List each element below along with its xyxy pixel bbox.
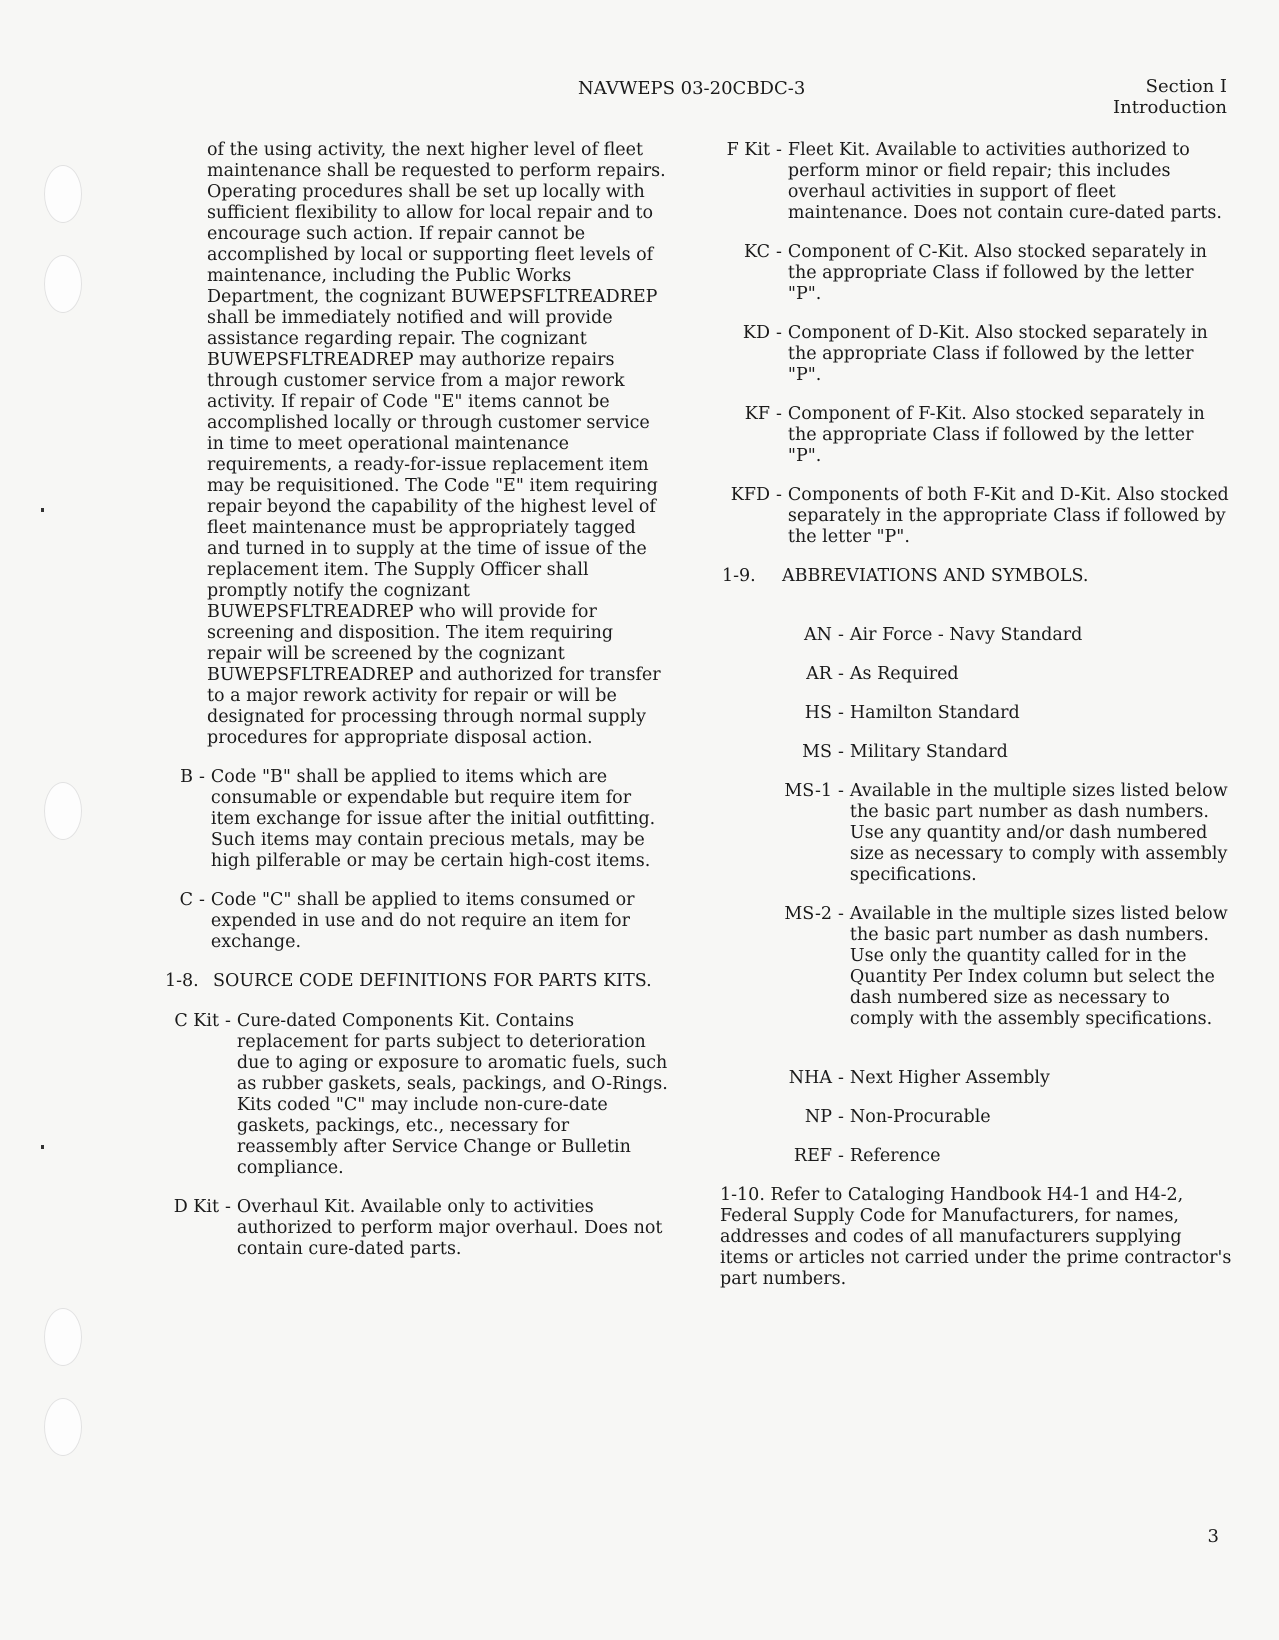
scan-mark [41,1145,44,1149]
abbreviation: REF [793,1146,832,1166]
section-heading-1-9 [722,566,1232,587]
abbreviation-entry [784,1107,1232,1128]
right-column [722,140,1232,1290]
kit-text: Component of D-Kit. Also stocked separately in the appropriate Class if followed by the letter "P". [787,323,1208,385]
abbreviation-list [722,625,1232,1167]
abbreviation: MS [802,742,832,762]
abbreviation-meaning: Next Higher Assembly [849,1068,1050,1088]
kit-code: KC [744,242,770,262]
section-label: Section I [1145,76,1227,97]
abbreviation: NHA [788,1068,832,1088]
kit-definition [165,1197,670,1260]
abbreviation: MS-1 [784,781,832,801]
kit-text: Fleet Kit. Available to activities authorized to perform minor or field repair; this includes overhaul activities in support of fleet maintenance. Does not contain cure-dated parts. [787,140,1222,223]
section-heading-text: ABBREVIATIONS AND SYMBOLS. [782,566,1089,586]
section-title: Introduction [1113,97,1227,118]
abbreviation-meaning: Non-Procurable [849,1107,991,1127]
kit-code: KF [744,404,770,424]
code-label: B [180,767,193,787]
section-header [1113,76,1227,118]
abbreviation-entry [784,1068,1232,1089]
code-label: C [179,890,193,910]
kit-text: Component of C-Kit. Also stocked separately in the appropriate Class if followed by the letter "P". [787,242,1207,304]
dash: - [838,664,844,684]
kit-definition [722,404,1232,467]
abbreviation-entry [784,703,1232,724]
section-number: 1-9. [722,566,756,586]
code-definition [165,890,670,953]
code-text: Code "B" shall be applied to items which are consumable or expendable but require item for item exchange for issue after the initial outfitting. Such items may contain precious metals, may be high pilferable or may be certain high-cost items. [210,767,656,871]
document-number: NAVWEPS 03-20CBDC-3 [578,78,806,99]
abbreviation-entry [784,781,1232,886]
dash: - [199,767,205,787]
dash: - [838,703,844,723]
dash: - [838,742,844,762]
kit-definition [722,323,1232,386]
dash: - [776,485,782,505]
abbreviation-meaning: Available in the multiple sizes listed below the basic part number as dash numbers. Use any quantity and/or dash numbered size as necessary to comply with assembly specifications. [849,781,1228,885]
page-number: 3 [1207,1526,1219,1547]
abbreviation-entry [784,1146,1232,1167]
abbreviation-entry [784,664,1232,685]
dash: - [838,1068,844,1088]
section-heading-text: SOURCE CODE DEFINITIONS FOR PARTS KITS. [213,971,652,991]
kit-text: Overhaul Kit. Available only to activities authorized to perform major overhaul. Does not contain cure-dated parts. [236,1197,663,1259]
kit-text: Cure-dated Components Kit. Contains replacement for parts subject to deterioration due to aging or exposure to aromatic fuels, such as rubber gaskets, seals, packings, and O-Rings. Kits coded "C" may include non-cure-date gaskets, packings, etc., necessary for reassembly after Service Change or Bulletin compliance. [236,1011,668,1178]
abbreviation-meaning: Available in the multiple sizes listed below the basic part number as dash numbers. Use only the quantity called for in the Quantity Per Index column but select the dash numbered size as necessary to comply with the assembly specifications. [849,904,1228,1029]
dash: - [838,625,844,645]
kit-code: KFD [730,485,770,505]
paragraph-1-10 [720,1185,1232,1290]
section-heading-1-8 [165,971,670,992]
abbreviation-entry [784,904,1232,1030]
dash: - [776,404,782,424]
kit-code: KD [742,323,770,343]
abbreviation: NP [804,1107,832,1127]
abbreviation: AN [804,625,832,645]
abbreviation-meaning: Military Standard [849,742,1008,762]
binder-hole [44,782,82,840]
section-number: 1-10. [720,1185,765,1205]
abbreviation: HS [804,703,832,723]
kit-text: Components of both F-Kit and D-Kit. Also stocked separately in the appropriate Class if followed by the letter "P". [787,485,1229,547]
binder-hole [44,165,82,223]
dash: - [199,890,205,910]
dash: - [776,323,782,343]
kit-definition [722,485,1232,548]
dash: - [776,242,782,262]
abbreviation: MS-2 [784,904,832,924]
kit-code: F Kit [726,140,770,160]
kit-text: Component of F-Kit. Also stocked separately in the appropriate Class if followed by the letter "P". [787,404,1205,466]
kit-definition [722,140,1232,224]
binder-hole [44,255,82,313]
abbreviation-entry [784,742,1232,763]
abbreviation-meaning: Hamilton Standard [849,703,1020,723]
dash: - [776,140,782,160]
paragraph-text: Refer to Cataloging Handbook H4-1 and H4-2, Federal Supply Code for Manufacturers, for names, addresses and codes of all manufacturers supplying items or articles not carried under the prime contractor's part numbers. [720,1185,1232,1289]
kit-code: C Kit [174,1011,219,1031]
dash: - [225,1011,231,1031]
kit-definition [722,242,1232,305]
dash: - [838,904,844,924]
dash: - [225,1197,231,1217]
dash: - [838,1107,844,1127]
abbreviation-meaning: Air Force - Navy Standard [849,625,1083,645]
binder-hole [44,1308,82,1366]
dash: - [838,1146,844,1166]
abbreviation-entry [784,625,1232,646]
kit-code: D Kit [173,1197,219,1217]
scan-mark [41,508,44,512]
abbreviation: AR [806,664,832,684]
kit-definition [165,1011,670,1179]
abbreviation-meaning: As Required [849,664,959,684]
section-number: 1-8. [165,971,199,991]
code-definition [165,767,670,872]
abbreviation-meaning: Reference [849,1146,941,1166]
code-text: Code "C" shall be applied to items consumed or expended in use and do not require an item for exchange. [210,890,635,952]
binder-hole [44,1398,82,1456]
intro-paragraph: of the using activity, the next higher level of fleet maintenance shall be requested to perform repairs. Operating procedures shall be set up locally with sufficient flexibility to allow for local repair and to encourage such action. If repair cannot be accomplished by local or supporting fleet levels of maintenance, including the Public Works Department, the cognizant BUWEPSFLTREADREP shall be immediately notified and will provide assistance regarding repair. The cognizant BUWEPSFLTREADREP may authorize repairs through customer service from a major rework activity. If repair of Code "E" items cannot be accomplished locally or through customer service in time to meet operational maintenance requirements, a ready-for-issue replacement item may be requisitioned. The Code "E" item requiring repair beyond the capability of the highest level of fleet maintenance must be appropriately tagged and turned in to supply at the time of issue of the replacement item. The Supply Officer shall promptly notify the cognizant BUWEPSFLTREADREP who will provide for screening and disposition. The item requiring repair will be screened by the cognizant BUWEPSFLTREADREP and authorized for transfer to a major rework activity for repair or will be designated for processing through normal supply procedures for appropriate disposal action. [207,140,666,748]
dash: - [838,781,844,801]
left-column [165,140,670,1278]
